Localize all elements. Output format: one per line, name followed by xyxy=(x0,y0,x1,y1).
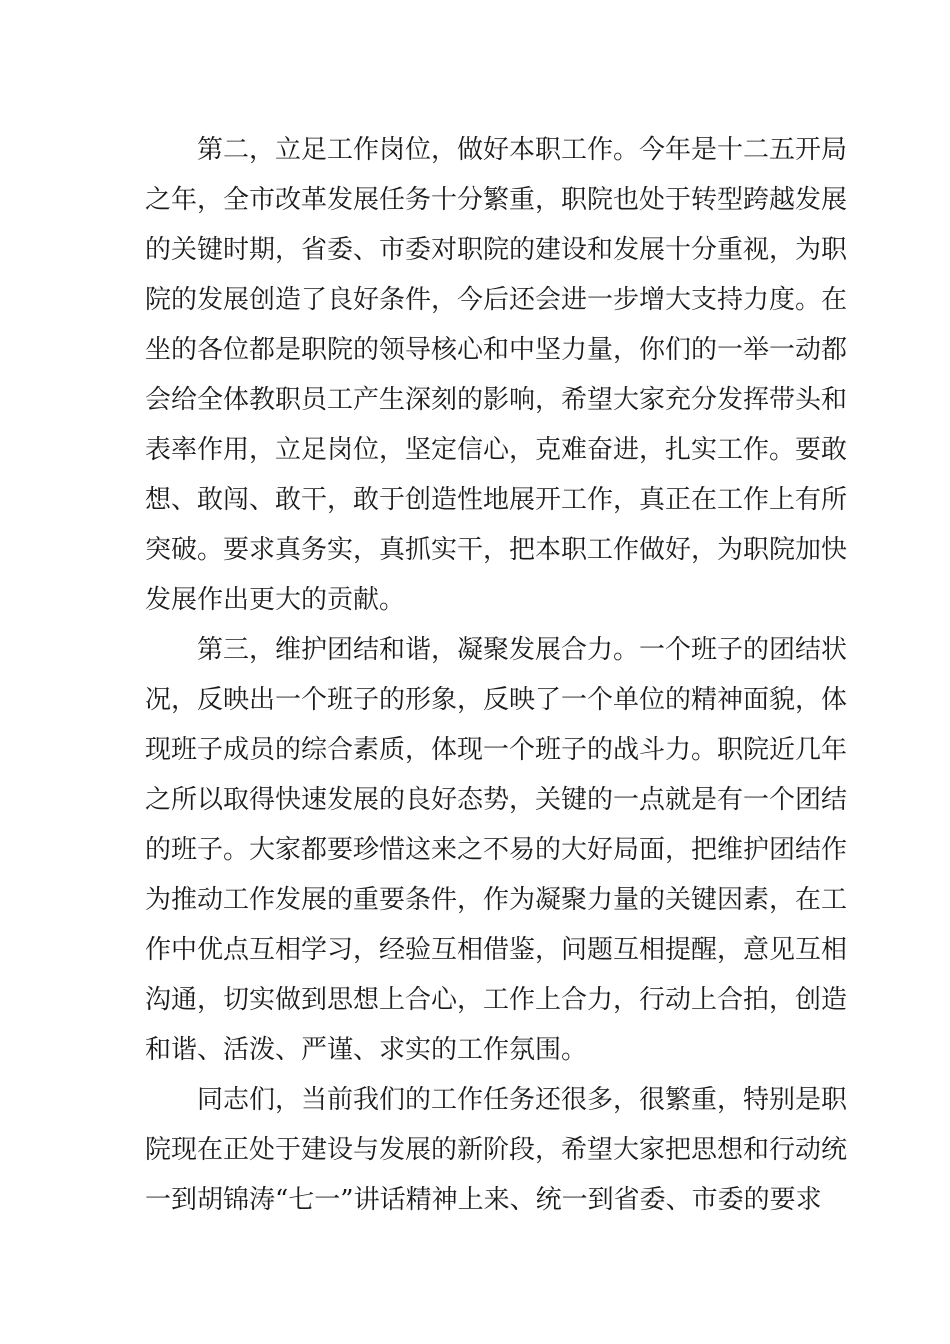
text-line: 况，反映出一个班子的形象，反映了一个单位的精神面貌，体 xyxy=(145,685,848,715)
text-line: 会给全体教职员工产生深刻的影响，希望大家充分发挥带头和 xyxy=(145,385,848,415)
text-line: 之年，全市改革发展任务十分繁重，职院也处于转型跨越发展 xyxy=(145,185,848,215)
paragraph-third-point xyxy=(145,625,848,1075)
text-line: 和谐、活泼、严谨、求实的工作氛围。 xyxy=(145,1035,588,1065)
text-line: 第二，立足工作岗位，做好本职工作。今年是十二五开局 xyxy=(197,135,848,165)
text-line: 院的发展创造了良好条件，今后还会进一步增大支持力度。在 xyxy=(145,285,848,315)
text-line: 院现在正处于建设与发展的新阶段，希望大家把思想和行动统 xyxy=(145,1135,848,1165)
text-line: 想、敢闯、敢干，敢于创造性地展开工作，真正在工作上有所 xyxy=(145,485,848,515)
text-line: 的关键时期，省委、市委对职院的建设和发展十分重视，为职 xyxy=(145,235,848,265)
paragraph-closing xyxy=(145,1075,848,1225)
paragraph-second-point xyxy=(145,125,848,625)
text-line: 第三，维护团结和谐，凝聚发展合力。一个班子的团结状 xyxy=(197,635,848,665)
text-line: 沟通，切实做到思想上合心，工作上合力，行动上合拍，创造 xyxy=(145,985,848,1015)
text-line: 表率作用，立足岗位，坚定信心，克难奋进，扎实工作。要敢 xyxy=(145,435,848,465)
text-line: 同志们，当前我们的工作任务还很多，很繁重，特别是职 xyxy=(197,1085,848,1115)
text-line: 之所以取得快速发展的良好态势，关键的一点就是有一个团结 xyxy=(145,785,848,815)
text-line: 突破。要求真务实，真抓实干，把本职工作做好，为职院加快 xyxy=(145,535,848,565)
text-line: 现班子成员的综合素质，体现一个班子的战斗力。职院近几年 xyxy=(145,735,848,765)
text-line: 一到胡锦涛“七一”讲话精神上来、统一到省委、市委的要求 xyxy=(145,1185,822,1215)
text-line: 的班子。大家都要珍惜这来之不易的大好局面，把维护团结作 xyxy=(145,835,848,865)
text-line: 作中优点互相学习，经验互相借鉴，问题互相提醒，意见互相 xyxy=(145,935,848,965)
text-line: 发展作出更大的贡献。 xyxy=(145,585,406,615)
document-body xyxy=(145,125,848,1225)
text-line: 坐的各位都是职院的领导核心和中坚力量，你们的一举一动都 xyxy=(145,335,848,365)
text-line: 为推动工作发展的重要条件，作为凝聚力量的关键因素，在工 xyxy=(145,885,848,915)
